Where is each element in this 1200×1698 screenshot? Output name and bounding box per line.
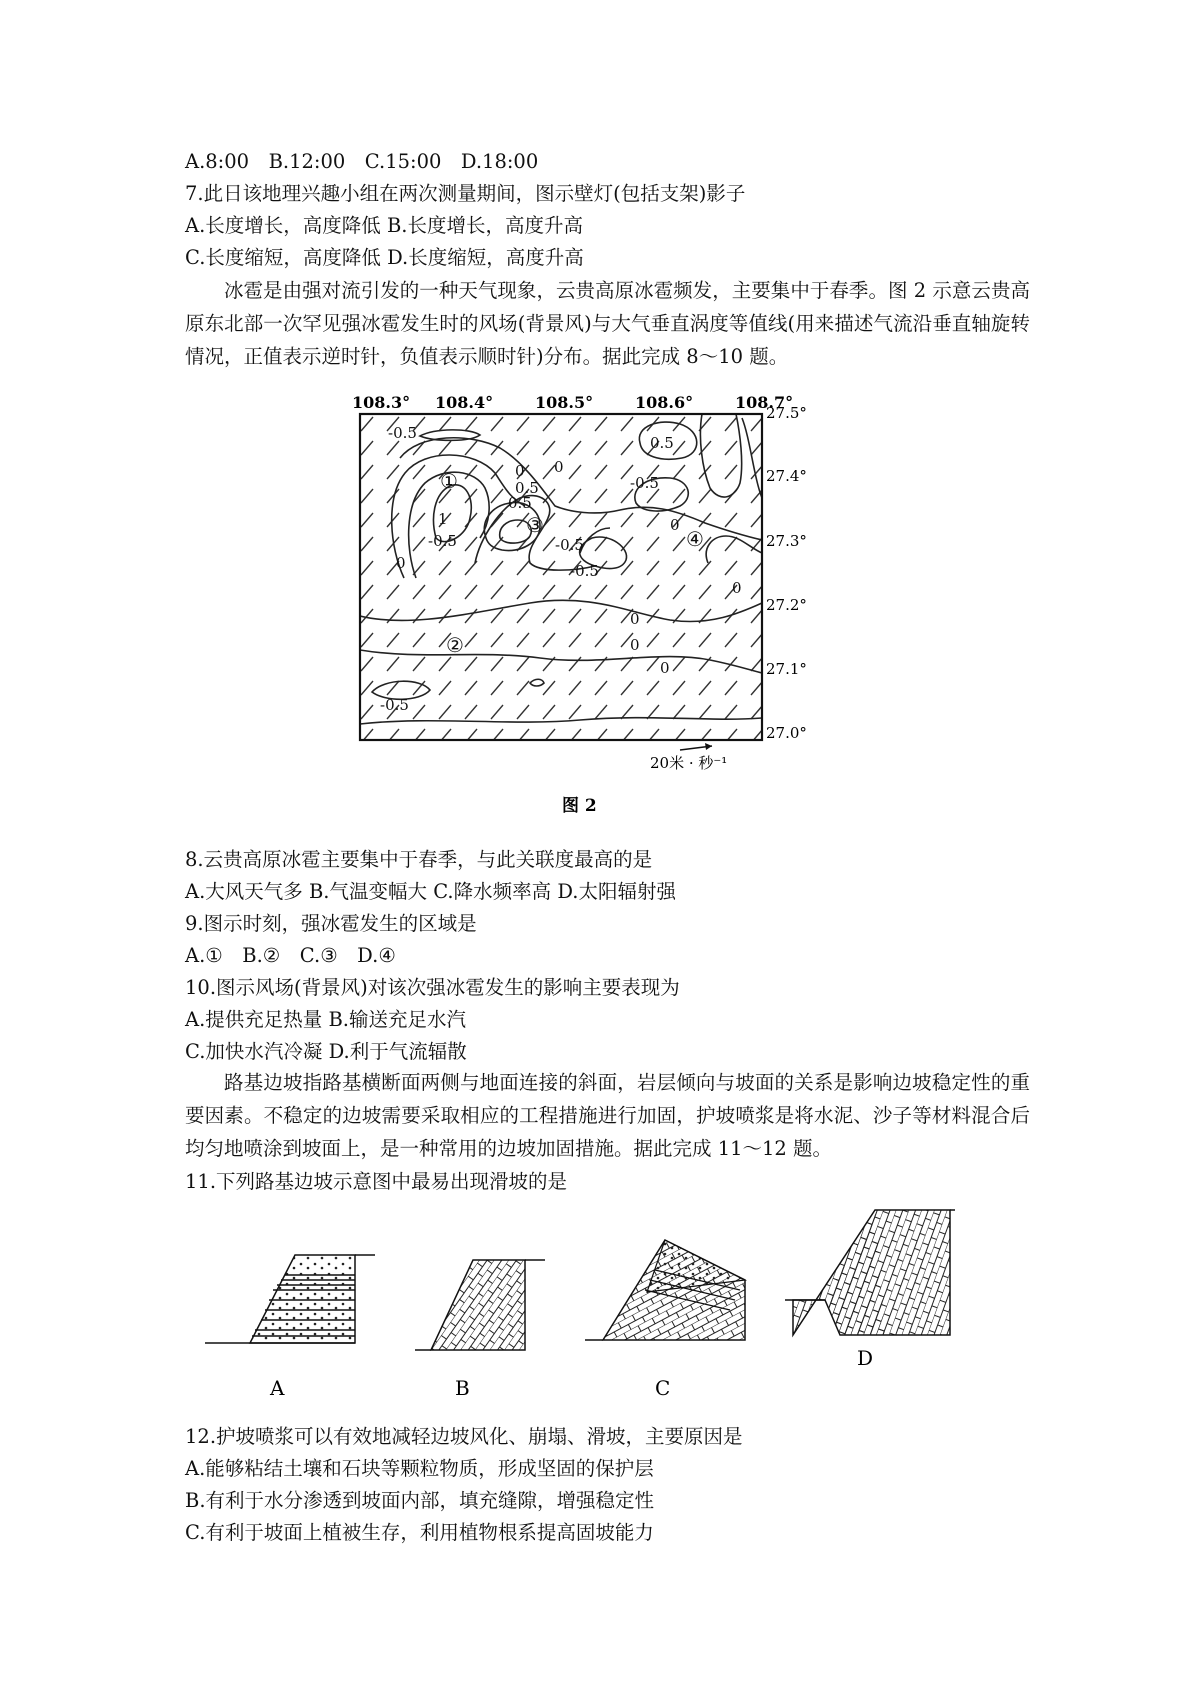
slope-label-d: D (857, 1346, 874, 1370)
contour-label: 0 (554, 458, 564, 476)
q10-options-line1: A.提供充足热量 B.输送充足水汽 (185, 1008, 467, 1031)
lat-label: 27.4° (766, 467, 807, 485)
q11-stem: 11.下列路基边坡示意图中最易出现滑坡的是 (185, 1170, 568, 1193)
contour-label: 1 (438, 510, 448, 528)
lat-label: 27.0° (766, 724, 807, 742)
figure-2-vorticity-map (330, 388, 870, 824)
region-marker-1: ① (440, 469, 458, 493)
region-marker-2: ② (446, 633, 464, 657)
q9-stem: 9.图示时刻，强冰雹发生的区域是 (185, 912, 477, 935)
q12-option-c: C.有利于坡面上植被生存，利用植物根系提高固坡能力 (185, 1521, 654, 1544)
q10-options-line2: C.加快水汽冷凝 D.利于气流辐散 (185, 1040, 467, 1063)
slope-diagram-a (205, 1255, 375, 1400)
contour-label: 0.5 (515, 479, 539, 497)
lon-label: 108.3° (352, 393, 411, 412)
contour-label: 0 (630, 610, 640, 628)
q12-option-a: A.能够粘结土壤和石块等颗粒物质，形成坚固的保护层 (185, 1457, 654, 1480)
passage-slope: 路基边坡指路基横断面两侧与地面连接的斜面，岩层倾向与坡面的关系是影响边坡稳定性的重要因素。不稳定的边坡需要采取相应的工程措施进行加固，护坡喷浆是将水泥、沙子等材料混合后均匀地喷涂到坡面上，是一种常用的边坡加固措施。据此完成 11～12 题。 (185, 1071, 1030, 1160)
slope-label-c: C (655, 1376, 671, 1400)
contour-label: -0.5 (380, 696, 409, 714)
contour-label: 0 (630, 636, 640, 654)
slope-label-a: A (270, 1376, 285, 1400)
contour-label: 0 (515, 462, 525, 480)
region-marker-3: ③ (526, 513, 544, 537)
q8-stem: 8.云贵高原冰雹主要集中于春季，与此关联度最高的是 (185, 848, 653, 871)
contour-label: 0 (660, 659, 670, 677)
contour-label: -0.5 (630, 474, 659, 492)
contour-label: 0 (732, 579, 742, 597)
q7-stem: 7.此日该地理兴趣小组在两次测量期间，图示壁灯(包括支架)影子 (185, 182, 746, 205)
contour-label: 0.5 (508, 494, 532, 512)
lon-label: 108.6° (635, 393, 694, 412)
slope-diagram-c (585, 1240, 745, 1400)
contour-label: -0.5 (428, 532, 457, 550)
lat-label: 27.5° (766, 404, 807, 422)
lat-label: 27.1° (766, 660, 807, 678)
lat-label: 27.3° (766, 532, 807, 550)
lon-label: 108.4° (435, 393, 494, 412)
region-marker-4: ④ (686, 527, 704, 551)
slope-label-b: B (455, 1376, 470, 1400)
q7-options-line1: A.长度增长，高度降低 B.长度增长，高度升高 (185, 214, 584, 237)
lon-label: 108.5° (535, 393, 594, 412)
lon-label: 108.7° (735, 393, 794, 412)
contour-label: 0 (670, 516, 680, 534)
slope-diagram-b (415, 1260, 545, 1400)
lat-label: 27.2° (766, 596, 807, 614)
contour-label: -0.5 (570, 562, 599, 580)
q12-option-b: B.有利于水分渗透到坡面内部，填充缝隙，增强稳定性 (185, 1489, 655, 1512)
passage-hail: 冰雹是由强对流引发的一种天气现象，云贵高原冰雹频发，主要集中于春季。图 2 示意云贵高原东北部一次罕见强冰雹发生时的风场(背景风)与大气垂直涡度等值线(用来描述气流沿垂直轴旋转情况，正值表示逆时针，负值表示顺时针)分布。据此完成 8～10 题。 (185, 279, 1030, 368)
scale-label: 20米 · 秒⁻¹ (650, 754, 728, 772)
slope-diagram-d (785, 1210, 955, 1370)
q7-options-line2: C.长度缩短，高度降低 D.长度缩短，高度升高 (185, 246, 584, 269)
q6-options: A.8:00 B.12:00 C.15:00 D.18:00 (185, 150, 539, 173)
slope-diagrams (185, 1200, 1035, 1419)
q9-options: A.① B.② C.③ D.④ (185, 944, 396, 967)
q8-options: A.大风天气多 B.气温变幅大 C.降水频率高 D.太阳辐射强 (185, 880, 676, 903)
contour-label: -0.5 (388, 424, 417, 442)
scale-arrowhead-icon (705, 743, 712, 750)
q10-stem: 10.图示风场(背景风)对该次强冰雹发生的影响主要表现为 (185, 976, 680, 999)
contour-label: -0.5 (555, 536, 584, 554)
contour-label: 0.5 (650, 434, 674, 452)
q12-stem: 12.护坡喷浆可以有效地减轻边坡风化、崩塌、滑坡，主要原因是 (185, 1425, 743, 1448)
figure-caption: 图 2 (562, 796, 597, 816)
contour-label: 0 (396, 554, 406, 572)
